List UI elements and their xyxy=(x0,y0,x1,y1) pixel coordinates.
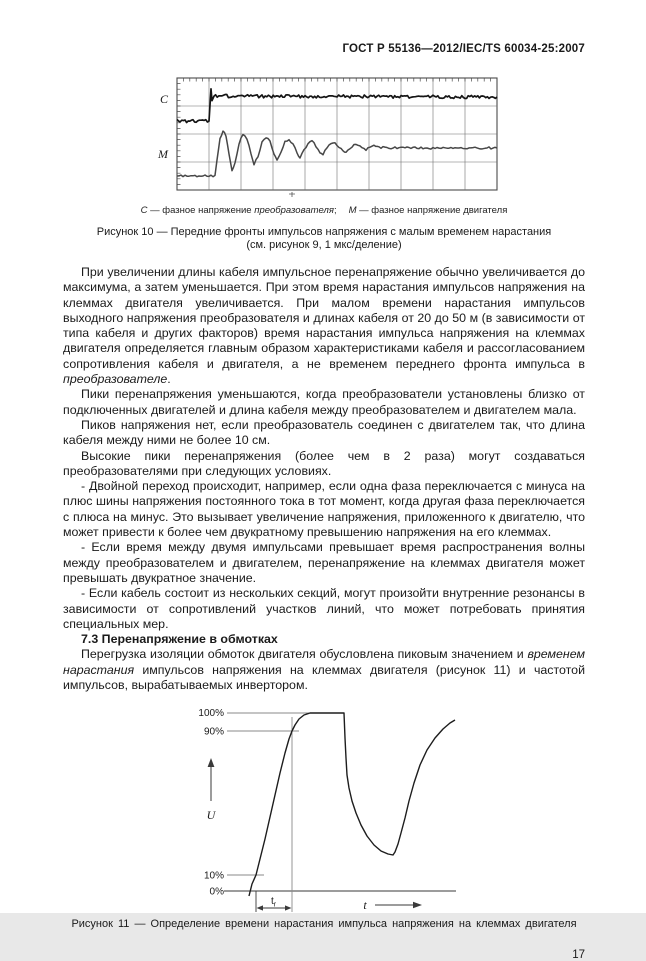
rise-time-arrowhead-left xyxy=(257,906,264,911)
label-100-percent: 100% xyxy=(198,708,224,720)
paragraph-text: Перегрузка изоляции обмоток двигателя обусловлена пиковым значением и xyxy=(81,647,528,662)
paragraph-text: При увеличении длины кабеля импульсное перенапряжение обычно увеличивается до максимума, а затем уменьшается. При этом время нарастания импульсов напряжения на клеммах двигателя увеличивается. При малом времени нарастания импульсов выходного напряжения преобразователя и длинах кабеля от 20 до 50 м (в зависимости от типа кабеля и других факторов) время нарастания импульса напряжения на клеммах двигателя определяется главным образом характеристиками кабеля и рассогласованием сопротивления кабеля и двигателя, а не временем переднего фронта импульса в xyxy=(63,265,585,371)
paragraph-high-peaks: Высокие пики перенапряжения (более чем в 2 раза) могут создаваться преобразователями при следующих условиях. xyxy=(63,448,585,478)
oscilloscope-screen xyxy=(149,76,499,202)
rise-time-subscript: r xyxy=(273,901,277,909)
time-axis-arrowhead xyxy=(413,902,422,908)
rise-time-arrowhead-right xyxy=(285,906,292,911)
legend-converter-text: — фазное напряжение xyxy=(147,205,255,216)
voltage-axis-arrowhead xyxy=(208,758,215,767)
section-heading-7-3: 7.3 Перенапряжение в обмотках xyxy=(81,632,278,647)
voltage-pulse-curve xyxy=(249,713,455,896)
list-item-cable-sections: - Если кабель состоит из нескольких секций, могут произойти внутренние резонансы в зависимости от сопротивлений участков линий, что может потребовать принятия специальных мер. xyxy=(63,586,585,631)
figure-11-caption: Рисунок 11 — Определение времени нарастания импульса напряжения на клеммах двигателя xyxy=(71,918,577,931)
time-axis-label: t xyxy=(363,898,367,913)
rise-time-symbol: t xyxy=(271,896,274,908)
paragraph-peaks-decrease: Пики перенапряжения уменьшаются, когда преобразователи установлены близко от подключенных двигателей и длина кабеля между преобразователем и двигателем мала. xyxy=(63,387,585,417)
figure-10-caption-line2: (см. рисунок 9, 1 мкс/деление) xyxy=(246,239,402,251)
legend-motor-text: — фазное напряжение двигателя xyxy=(356,205,508,216)
paragraph-text: . xyxy=(167,372,171,387)
paragraph-cable-length xyxy=(63,265,585,387)
list-item-pulse-interval: - Если время между двумя импульсами превышает время распространения волны между преобразователем и двигателем, перенапряжение на клеммах двигателя может превышать двукратное значение. xyxy=(63,540,585,585)
legend-separator: ; xyxy=(333,205,337,216)
rise-time-label xyxy=(271,896,277,909)
legend-converter-em: преобразователя xyxy=(254,205,334,216)
body-text xyxy=(63,265,585,693)
trigger-marker xyxy=(289,192,295,197)
legend-motor-symbol: М xyxy=(348,205,357,216)
figure-10-caption-line1: Рисунок 10 — Передние фронты импульсов напряжения с малым временем нарастания xyxy=(96,226,552,238)
label-10-percent: 10% xyxy=(203,870,224,882)
voltage-axis-label: U xyxy=(206,808,216,823)
trace-label-motor: M xyxy=(158,147,168,161)
legend-converter-symbol: C xyxy=(140,205,148,216)
trace-label-converter: C xyxy=(160,92,169,106)
paragraph-text: импульсов напряжения на клеммах двигателя (рисунок 11) и частотой импульсов, вырабатываемых инвертором. xyxy=(63,662,585,693)
figure-10-legend xyxy=(63,205,585,217)
list-item-double-transition: - Двойной переход происходит, например, если одна фаза переключается с минуса на плюс шины напряжения постоянного тока в тот момент, когда другая фаза переключается с плюса на минус. Это вызывает увеличение напряжения, приложенного к двигателю, что может привести к более чем двукратному превышению напряжения на его клеммах. xyxy=(63,479,585,540)
figure-10-oscillogram xyxy=(63,76,585,252)
document-header-title: ГОСТ Р 55136—2012/IEC/TS 60034-25:2007 xyxy=(342,43,585,55)
page-number: 17 xyxy=(572,949,585,961)
paragraph-winding-overvoltage xyxy=(63,647,585,693)
paragraph-no-peaks: Пиков напряжения нет, если преобразователь соединен с двигателем так, что длина кабеля между ними не более 10 см. xyxy=(63,417,585,448)
label-90-percent: 90% xyxy=(203,726,224,738)
paragraph-italic: преобразователе xyxy=(63,372,168,387)
paragraph-italic: временем нарастания xyxy=(63,647,585,677)
rise-time-plot xyxy=(179,703,469,916)
label-0-percent: 0% xyxy=(209,886,224,898)
figure-10-caption xyxy=(63,226,585,252)
figure-11-rise-time-diagram xyxy=(63,703,585,931)
